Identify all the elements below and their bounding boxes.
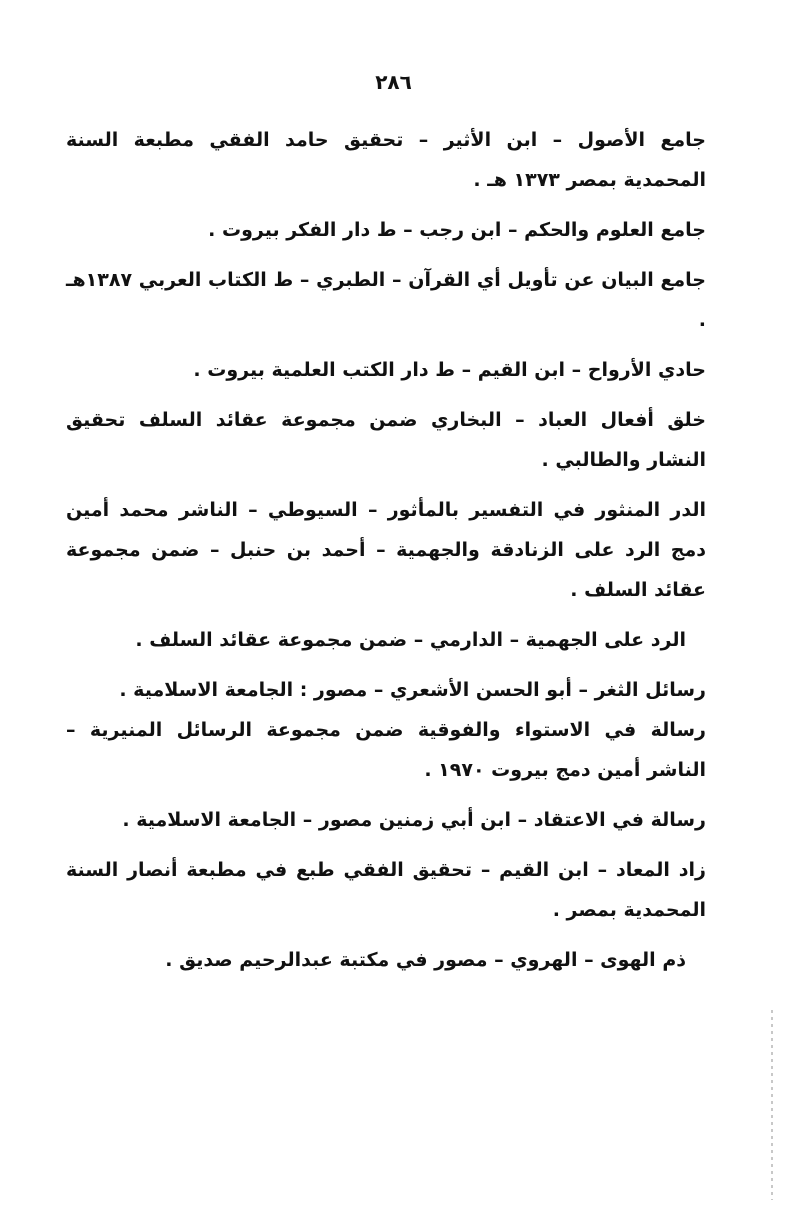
bibliography-entry: خلق أفعال العباد – البخاري ضمن مجموعة عقائد السلف تحقيق النشار والطالبي . (66, 409, 706, 471)
bibliography-entry: رسائل الثغر – أبو الحسن الأشعري – مصور : الجامعة الاسلامية . (119, 679, 706, 701)
bibliography-entry: ذم الهوى – الهروي – مصور في مكتبة عبدالرحيم صديق . (165, 949, 686, 971)
bibliography-entry: رسالة في الاستواء والفوقية ضمن مجموعة الرسائل المنيرية – الناشر أمين دمج بيروت ١٩٧٠ . (66, 719, 706, 781)
bibliography-entry: جامع البيان عن تأويل أي القرآن – الطبري – ط الكتاب العربي ١٣٨٧هـ . (66, 269, 706, 331)
bibliography-entry: رسالة في الاعتقاد – ابن أبي زمنين مصور – الجامعة الاسلامية . (122, 809, 706, 831)
bibliography-entry: الدر المنثور في التفسير بالمأثور – السيوطي – الناشر محمد أمين دمج الرد على الزنادقة والجهمية – أحمد بن حنبل – ضمن مجموعة عقائد السلف . (66, 499, 706, 601)
scan-edge-mark (771, 1010, 773, 1200)
bibliography-entry: حادي الأرواح – ابن القيم – ط دار الكتب العلمية بيروت . (193, 359, 706, 381)
bibliography-list (66, 120, 706, 980)
page-number: ٢٨٦ (375, 70, 412, 94)
bibliography-entry: الرد على الجهمية – الدارمي – ضمن مجموعة عقائد السلف . (135, 629, 686, 651)
bibliography-entry: جامع الأصول – ابن الأثير – تحقيق حامد الفقي مطبعة السنة المحمدية بمصر ١٣٧٣ هـ . (66, 129, 706, 191)
bibliography-entry: زاد المعاد – ابن القيم – تحقيق الفقي طبع في مطبعة أنصار السنة المحمدية بمصر . (66, 859, 706, 921)
bibliography-entry: جامع العلوم والحكم – ابن رجب – ط دار الفكر بيروت . (208, 219, 706, 241)
